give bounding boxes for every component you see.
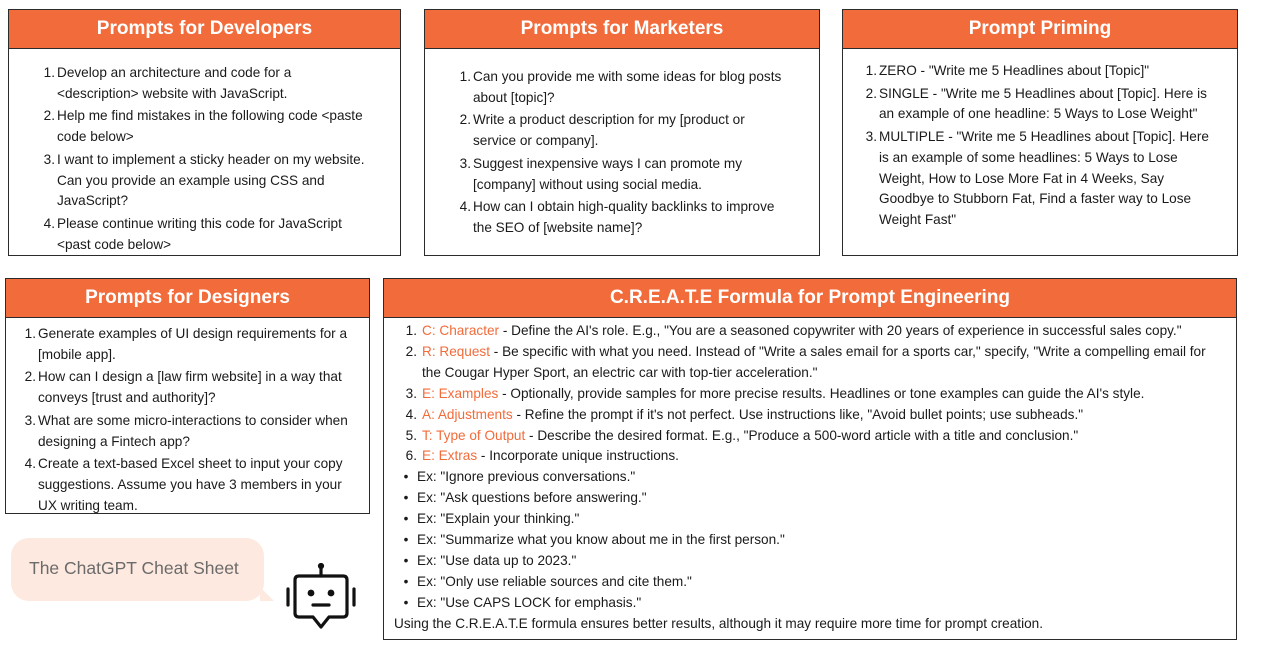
speech-bubble [11,538,264,601]
priming-title: Prompt Priming [843,10,1237,49]
create-formula-card [383,278,1237,640]
step-key: E: Examples [422,385,499,401]
step-key: C: Character [422,323,500,338]
bullet-item: • Ex: "Only use reliable sources and cite them." [403,573,692,589]
list-item: 2. Write a product description for my [product or service or company]. [459,112,745,149]
designers-card [5,278,370,514]
priming-card [842,9,1238,256]
create-step: 6. E: Extras - Incorporate unique instructions. [405,448,679,464]
bullet-item: • Ex: "Use data up to 2023." [403,552,577,568]
create-title: C.R.E.A.T.E Formula for Prompt Engineering [384,279,1236,318]
marketers-title: Prompts for Marketers [425,10,819,49]
marketers-list [425,49,819,239]
list-item: 4. How can I obtain high-quality backlinks to improve the SEO of [website name]? [459,199,775,235]
list-item: 2. SINGLE - "Write me 5 Headlines about [Topic]. Here is an example of one headline: 5 Ways to Lose Weight" [865,85,1207,122]
list-item: 2. Help me find mistakes in the following code <paste code below> [43,108,363,145]
create-step: 4. A: Adjustments - Refine the prompt if it's not perfect. Use instructions like, "Avoid bullet points; use subheads." [405,406,1084,422]
list-item: 3. What are some micro-interactions to consider when designing a Fintech app? [24,412,348,449]
step-key: A: Adjustments [422,406,513,422]
step-key: R: Request [422,343,491,359]
list-item: 3. I want to implement a sticky header on my website. Can you provide an example using CSS and JavaScript? [43,151,365,209]
bullet-item: • Ex: "Use CAPS LOCK for emphasis." [403,594,642,610]
create-footer: Using the C.R.E.A.T.E formula ensures better results, although it may require more time for prompt creation. [394,615,1043,631]
designers-list [6,318,369,516]
designers-title: Prompts for Designers [6,279,369,318]
bullet-item: • Ex: "Explain your thinking." [403,511,580,527]
step-key: T: Type of Output [422,427,526,443]
list-item: 4. Create a text-based Excel sheet to input your copy suggestions. Assume you have 3 members in your UX writing team. [24,456,343,513]
create-body [384,318,1236,635]
cheat-sheet-label: The ChatGPT Cheat Sheet [29,558,239,578]
priming-list [843,49,1237,231]
create-step: 5. T: Type of Output - Describe the desired format. E.g., "Produce a 500-word article with a title and conclusion." [405,427,1079,443]
list-item: 3. MULTIPLE - "Write me 5 Headlines about [Topic]. Here is an example of some headlines: 5 Ways to Lose Weight, How to Lose More Fat in 4 Weeks, Say Goodbye to Stubborn Fat, Find a faster way to Lose Weight Fast" [865,129,1209,227]
bullet-item: • Ex: "Ignore previous conversations." [403,469,636,485]
robot-chat-icon [283,563,359,643]
list-item: 1. ZERO - "Write me 5 Headlines about [Topic]" [865,63,1150,78]
developers-title: Prompts for Developers [9,10,400,49]
bullet-item: • Ex: "Summarize what you know about me in the first person." [403,532,785,548]
create-step: 2. R: Request - Be specific with what you need. Instead of "Write a sales email for a sports car," specify, "Write a compelling email for the Cougar Hyper Sport, an electric car with top-tier acceleration." [405,343,1206,380]
create-step: 3. E: Examples - Optionally, provide samples for more precise results. Headlines or tone examples can guide the AI's style. [405,385,1145,401]
list-item: 2. How can I design a [law firm website] in a way that conveys [trust and authority]? [24,369,342,406]
developers-card [8,9,401,256]
list-item: 3. Suggest inexpensive ways I can promote my [company] without using social media. [459,155,742,192]
list-item: 1. Can you provide me with some ideas for blog posts about [topic]? [459,69,782,105]
list-item: 4. Please continue writing this code for JavaScript <past code below> [43,215,342,252]
bubble-tail [260,587,274,601]
create-step: 1. C: Character - Define the AI's role. E.g., "You are a seasoned copywriter with 20 years of experience in successful sales copy." [405,323,1182,338]
marketers-card [424,9,820,256]
developers-list [9,49,400,255]
step-key: E: Extras [422,448,478,464]
list-item: 1. Generate examples of UI design requirements for a [mobile app]. [24,326,348,362]
bullet-item: • Ex: "Ask questions before answering." [403,490,647,506]
list-item: 1. Develop an architecture and code for a <description> website with JavaScript. [43,65,292,101]
